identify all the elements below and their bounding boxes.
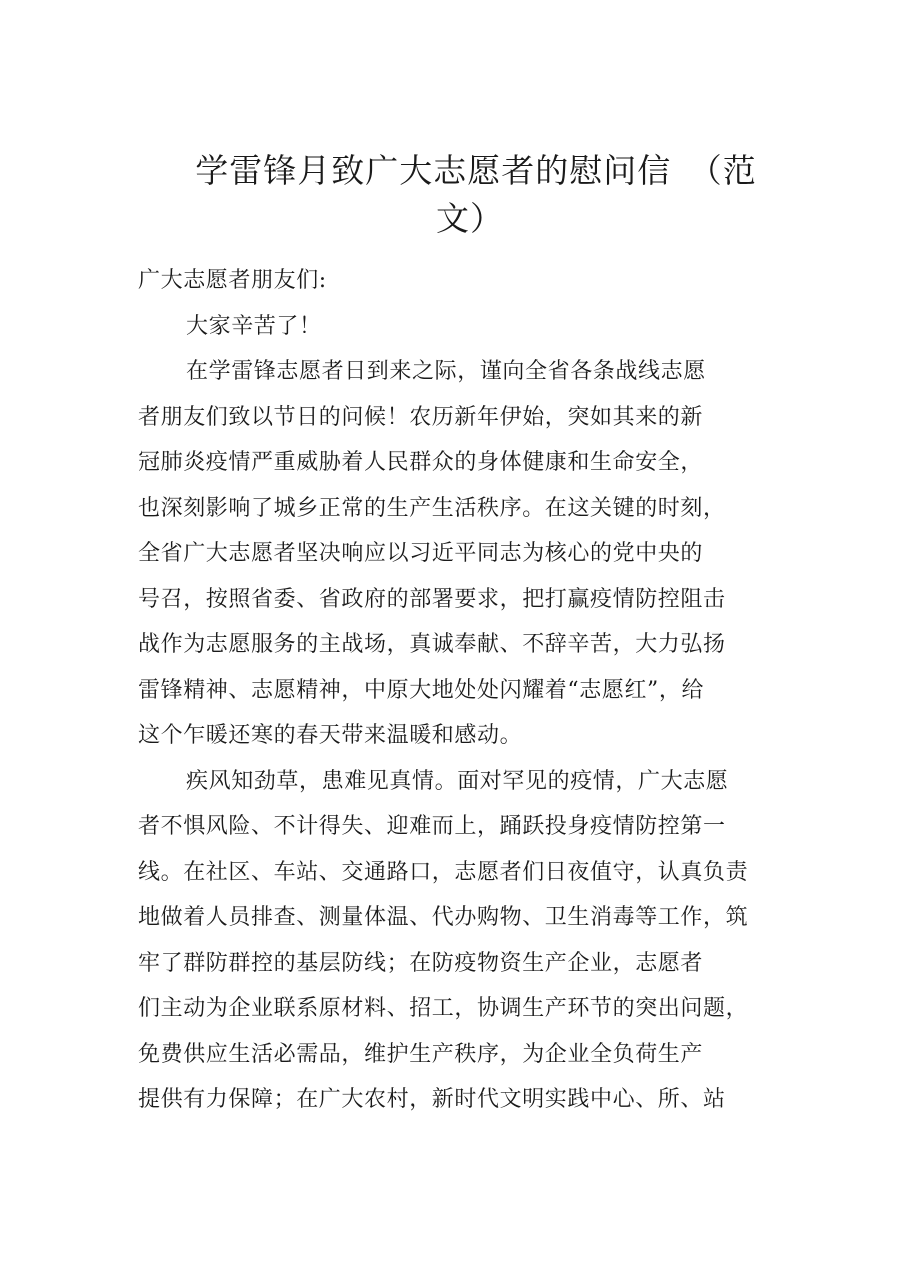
salutation: 广大志愿者朋友们: xyxy=(138,268,327,293)
paragraph-2 xyxy=(138,759,788,1123)
title-line-1: 学雷锋月致广大志愿者的慰问信 （范 xyxy=(195,151,757,190)
document-title xyxy=(150,148,790,242)
paragraph-line: 地做着人员排查、测量体温、代办购物、卫生消毒等工作，筑 xyxy=(138,905,749,930)
paragraph-line: 号召，按照省委、省政府的部署要求，把打赢疫情防控阻击 xyxy=(138,586,726,612)
paragraph-line: 也深刻影响了城乡正常的生产生活秩序。在这关键的时刻， xyxy=(138,495,726,521)
title-line-2: 文） xyxy=(436,199,504,238)
paragraph-line: 在学雷锋志愿者日到来之际，谨向全省各条战线志愿 xyxy=(186,359,706,384)
paragraph-line: 们主动为企业联系原材料、招工，协调生产环节的突出问题， xyxy=(138,996,749,1021)
letter-body xyxy=(138,258,788,1123)
paragraph-line: 这个乍暖还寒的春天带来温暖和感动。 xyxy=(138,723,523,748)
paragraph-1 xyxy=(138,349,788,759)
paragraph-line: 免费供应生活必需品，维护生产秩序，为企业全负荷生产 xyxy=(138,1041,704,1067)
paragraph-line: 雷锋精神、志愿精神，中原大地处处闪耀着“志愿红”，给 xyxy=(138,677,705,703)
paragraph-line: 全省广大志愿者坚决响应以习近平同志为核心的党中央的 xyxy=(138,541,704,566)
paragraph-line: 冠肺炎疫情严重威胁着人民群众的身体健康和生命安全， xyxy=(138,450,704,475)
paragraph-line: 疾风知劲草，患难见真情。面对罕见的疫情，广大志愿 xyxy=(186,768,729,794)
paragraph-line: 者不惧风险、不计得失、迎难而上，踊跃投身疫情防控第一 xyxy=(138,814,726,839)
greeting: 大家辛苦了！ xyxy=(186,313,322,339)
paragraph-line: 者朋友们致以节日的问候！农历新年伊始，突如其来的新 xyxy=(138,404,704,430)
paragraph-line: 线。在社区、车站、交通路口，志愿者们日夜值守，认真负责 xyxy=(138,859,749,885)
paragraph-line: 提供有力保障；在广大农村，新时代文明实践中心、所、站 xyxy=(138,1087,726,1112)
paragraph-line: 牢了群防群控的基层防线；在防疫物资生产企业，志愿者 xyxy=(138,950,704,976)
paragraph-line: 战作为志愿服务的主战场，真诚奉献、不辞辛苦，大力弘扬 xyxy=(138,632,726,657)
